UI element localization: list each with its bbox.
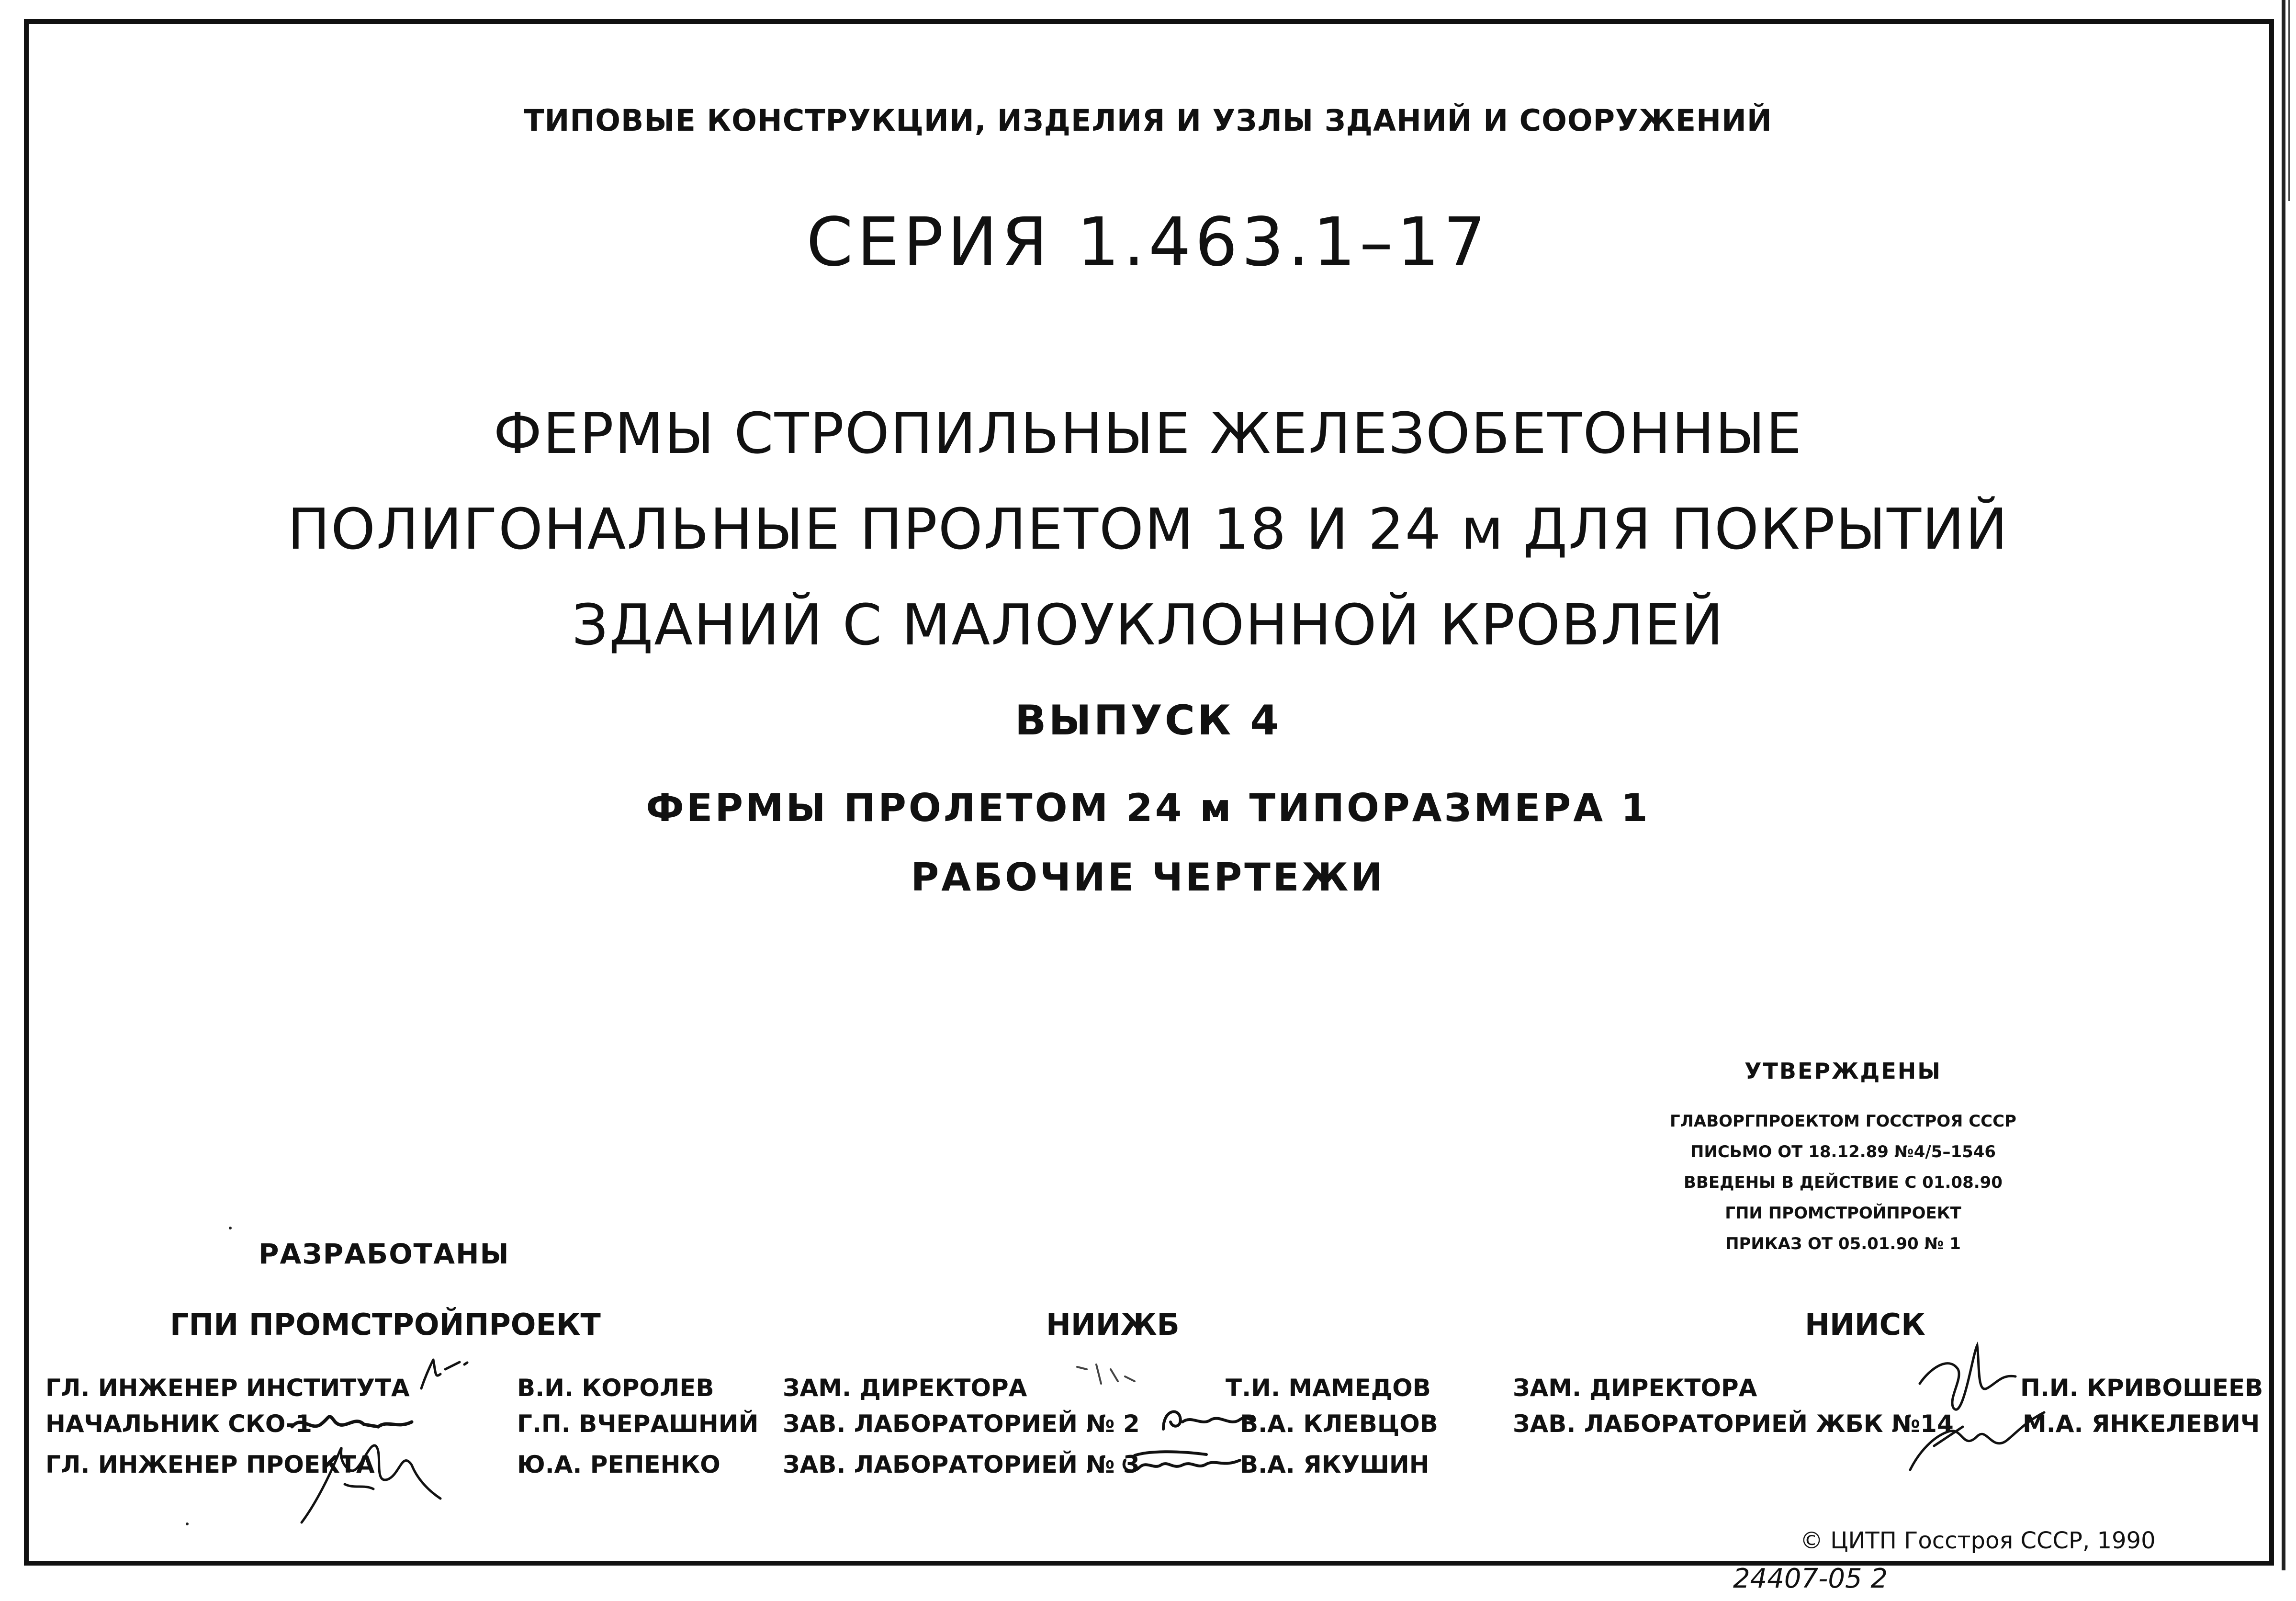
title-line-3: ЗДАНИЙ С МАЛОУКЛОННОЙ КРОВЛЕЙ [572, 592, 1724, 658]
position-label: ЗАВ. ЛАБОРАТОРИЕЙ ЖБК №14 [1513, 1410, 1954, 1438]
approval-line: ГПИ ПРОМСТРОЙПРОЕКТ [1725, 1204, 1961, 1223]
person-name: В.И. КОРОЛЕВ [517, 1374, 714, 1402]
approval-heading: УТВЕРЖДЕНЫ [1745, 1058, 1942, 1084]
sheet-edge-line-secondary [2288, 0, 2290, 201]
signature-icon [1154, 1400, 1259, 1439]
developed-label: РАЗРАБОТАНЫ [259, 1238, 510, 1270]
approval-block [1561, 1106, 2126, 1259]
person-name: В.А. ЯКУШИН [1240, 1451, 1429, 1478]
position-label: ЗАВ. ЛАБОРАТОРИЕЙ № 3 [783, 1451, 1140, 1478]
issue-subtitle: ФЕРМЫ ПРОЛЕТОМ 24 м ТИПОРАЗМЕРА 1 [646, 786, 1650, 830]
position-label: ЗАВ. ЛАБОРАТОРИЕЙ № 2 [783, 1410, 1140, 1438]
person-name: Г.П. ВЧЕРАШНИЙ [517, 1410, 759, 1438]
approval-line: ВВЕДЕНЫ В ДЕЙСТВИЕ С 01.08.90 [1684, 1173, 2003, 1192]
series-number: СЕРИЯ 1.463.1–17 [806, 203, 1490, 282]
issue-details [0, 773, 2296, 912]
person-name: Ю.А. РЕПЕНКО [517, 1451, 720, 1478]
person-name: П.И. КРИВОШЕЕВ [2020, 1374, 2263, 1402]
signature-icon [1068, 1360, 1154, 1398]
position-label: ЗАМ. ДИРЕКТОРА [783, 1374, 1027, 1402]
scan-speck [229, 1227, 232, 1229]
document-type: РАБОЧИЕ ЧЕРТЕЖИ [911, 855, 1385, 900]
person-name: Т.И. МАМЕДОВ [1226, 1374, 1431, 1402]
signature-icon [1111, 1441, 1249, 1479]
position-label: ГЛ. ИНЖЕНЕР ПРОЕКТА [45, 1451, 375, 1478]
signature-icon [1891, 1326, 2049, 1479]
document-title [0, 385, 2296, 673]
person-name: В.А. КЛЕВЦОВ [1240, 1410, 1438, 1438]
position-label: ГЛ. ИНЖЕНЕР ИНСТИТУТА [45, 1374, 410, 1402]
person-name: М.А. ЯНКЕЛЕВИЧ [2023, 1410, 2260, 1438]
copyright-notice: © ЦИТП Госстроя СССР, 1990 [1800, 1527, 2156, 1554]
position-label: ЗАМ. ДИРЕКТОРА [1513, 1374, 1757, 1402]
approval-line: ПИСЬМО ОТ 18.12.89 №4/5–1546 [1690, 1142, 1996, 1161]
signature-icon [412, 1355, 484, 1398]
signature-icon [287, 1432, 450, 1532]
position-label: НАЧАЛЬНИК СКО-1 [45, 1410, 312, 1438]
series-title: ТИПОВЫЕ КОНСТРУКЦИИ, ИЗДЕЛИЯ И УЗЛЫ ЗДАНИЙ И СООРУЖЕНИЙ [524, 103, 1772, 138]
approval-line: ПРИКАЗ ОТ 05.01.90 № 1 [1725, 1234, 1961, 1253]
title-line-1: ФЕРМЫ СТРОПИЛЬНЫЕ ЖЕЛЕЗОБЕТОННЫЕ [493, 400, 1803, 466]
issue-label: ВЫПУСК 4 [1014, 697, 1282, 744]
approval-line: ГЛАВОРГПРОЕКТОМ ГОССТРОЯ СССР [1670, 1112, 2016, 1131]
org-name-niisk: НИИСК [1805, 1307, 1925, 1342]
scan-speck [186, 1522, 189, 1525]
document-number: 24407-05 2 [1733, 1563, 1888, 1594]
org-name-niizhb: НИИЖБ [1046, 1307, 1180, 1342]
org-name-promstroiproekt: ГПИ ПРОМСТРОЙПРОЕКТ [170, 1307, 601, 1342]
title-line-2: ПОЛИГОНАЛЬНЫЕ ПРОЛЕТОМ 18 И 24 м ДЛЯ ПОКРЫТИЙ [287, 496, 2009, 562]
